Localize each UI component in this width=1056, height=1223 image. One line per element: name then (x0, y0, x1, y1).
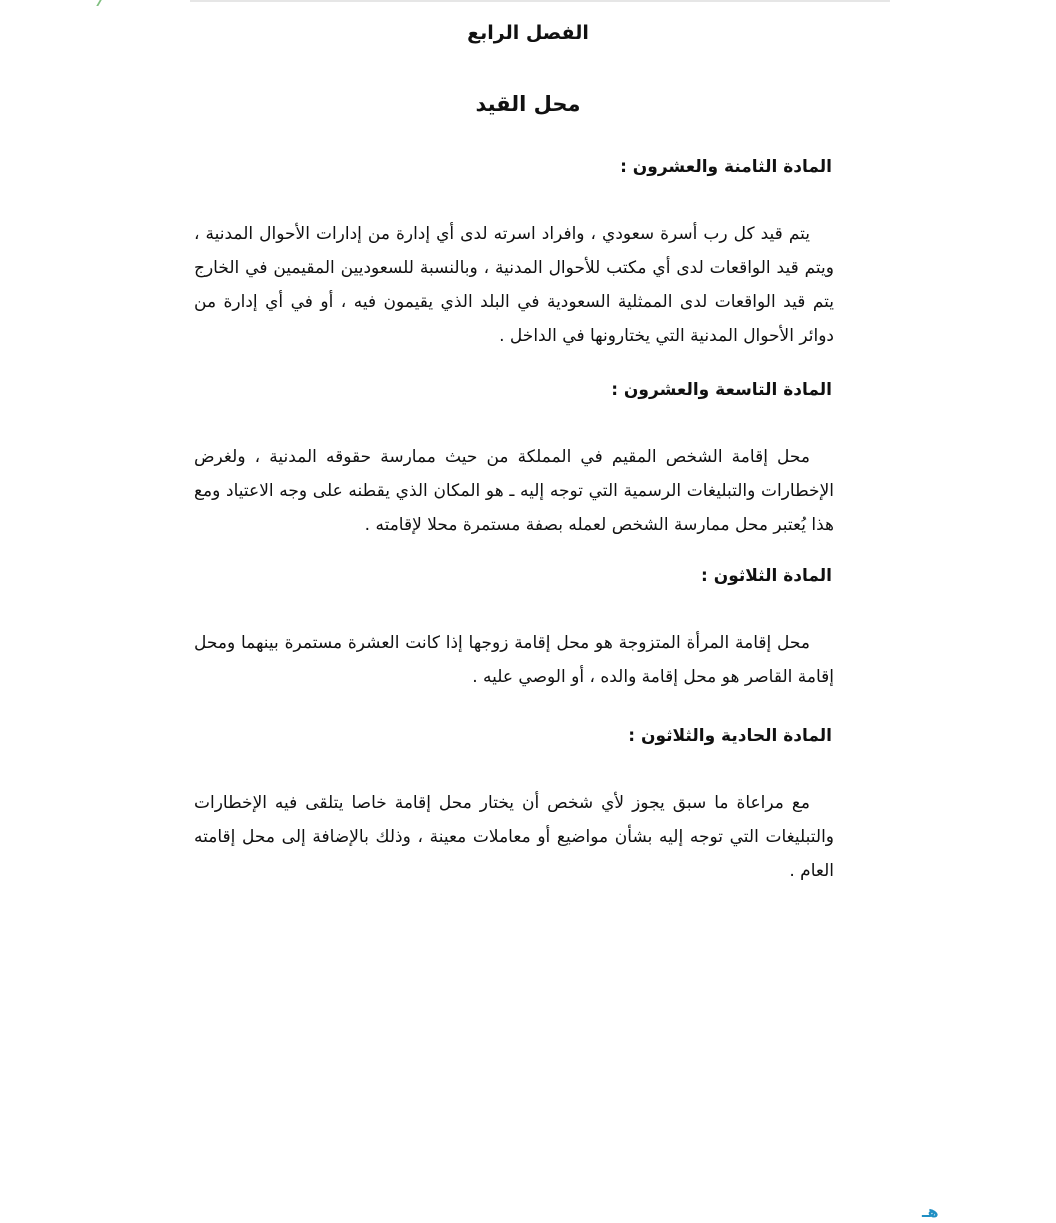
article-31 (194, 726, 834, 888)
chapter-title: الفصل الرابع (467, 22, 589, 44)
article-body: يتم قيد كل رب أسرة سعودي ، وافراد اسرته لدى أي إدارة من إدارات الأحوال المدنية ، ويتم قيد الواقعات لدى أي مكتب للأحوال المدنية ، وبالنسبة للسعوديين المقيمين في الخارج يتم قيد الواقعات لدى الممثلية السعودية في البلد الذي يقيمون فيه ، أو في أي إدارة من دوائر الأحوال المدنية التي يختارونها في الداخل . (194, 224, 834, 346)
scan-top-edge (190, 0, 890, 2)
chapter-subtitle: محل القيد (475, 92, 581, 116)
article-29 (194, 380, 834, 542)
article-body: محل إقامة الشخص المقيم في المملكة من حيث ممارسة حقوقه المدنية ، ولغرض الإخطارات والتبليغات الرسمية التي توجه إليه ـ هو المكان الذي يقطنه على وجه الاعتياد ومع هذا يُعتبر محل ممارسة الشخص لعمله بصفة مستمرة محلا لإقامته . (194, 447, 834, 535)
article-heading: المادة التاسعة والعشرون : (611, 380, 832, 400)
page-number: هـ (922, 1202, 939, 1221)
article-body: محل إقامة المرأة المتزوجة هو محل إقامة زوجها إذا كانت العشرة مستمرة بينهما ومحل إقامة القاصر هو محل إقامة والده ، أو الوصي عليه . (194, 633, 834, 687)
article-heading: المادة الحادية والثلاثون : (628, 726, 832, 746)
article-28 (194, 157, 834, 353)
article-body: مع مراعاة ما سبق يجوز لأي شخص أن يختار محل إقامة خاصا يتلقى فيه الإخطارات والتبليغات التي توجه إليه بشأن مواضيع أو معاملات معينة ، وذلك بالإضافة إلى محل إقامته العام . (194, 793, 834, 881)
scan-corner-mark (96, 0, 111, 6)
article-heading: المادة الثلاثون : (701, 566, 832, 586)
article-30 (194, 566, 834, 694)
article-heading: المادة الثامنة والعشرون : (620, 157, 832, 177)
